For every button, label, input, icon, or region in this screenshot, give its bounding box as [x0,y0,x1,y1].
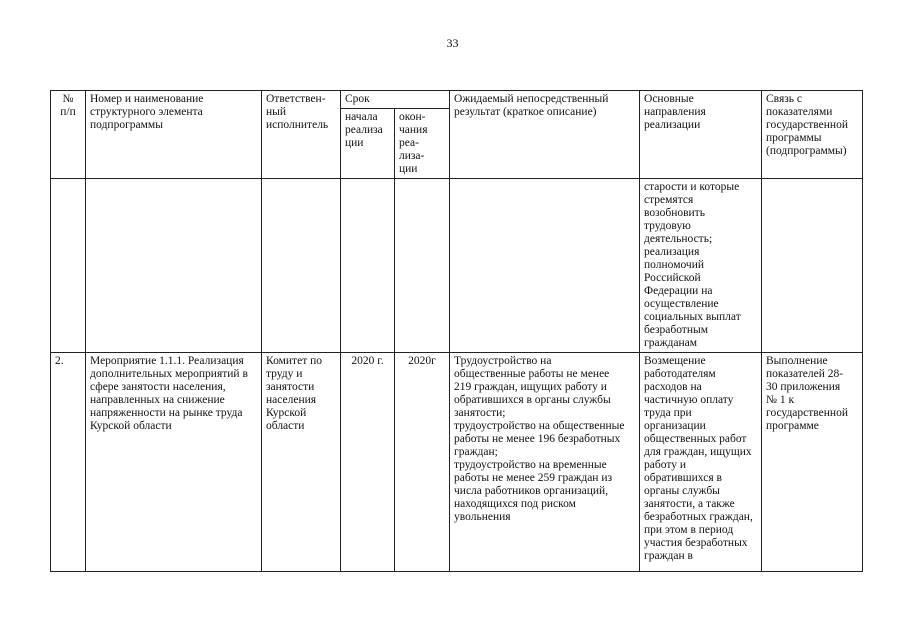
table-row [51,353,863,572]
cell-executor: Комитет по труду и занятости населения Курской области [262,353,341,572]
cell-term-start [341,179,395,353]
header-executor: Ответствен- ный исполнитель [262,91,341,179]
header-directions: Основные направления реализации [640,91,762,179]
page-number: 33 [446,36,459,50]
cell-num: 2. [51,353,86,572]
header-row [51,91,863,109]
header-term: Срок [341,91,450,109]
cell-num [51,179,86,353]
header-result: Ожидаемый непосредственный результат (краткое описание) [450,91,640,179]
cell-link [762,179,863,353]
cell-directions: Возмещение работодателям расходов на частичную оплату труда при организации общественных работ для граждан, ищущих работу и обратившихся в органы службы занятости, а также безработных граждан, при этом в период участия безработных граждан в [640,353,762,572]
cell-executor [262,179,341,353]
cell-result [450,179,640,353]
cell-term-end [395,179,450,353]
header-name: Номер и наименование структурного элемента подпрограммы [86,91,262,179]
header-link: Связь с показателями государственной программы (подпрограммы) [762,91,863,179]
table-row [51,179,863,353]
cell-link: Выполнение показателей 28- 30 приложения № 1 к государственной программе [762,353,863,572]
cell-directions: старости и которые стремятся возобновить трудовую деятельность; реализация полномочий Российской Федерации на осуществление социальных выплат безработным гражданам [640,179,762,353]
program-table [50,90,863,572]
cell-name: Мероприятие 1.1.1. Реализация дополнительных мероприятий в сфере занятости населения, направленных на снижение напряженности на рынке труда Курской области [86,353,262,572]
cell-term-start: 2020 г. [341,353,395,572]
cell-result: Трудоустройство на общественные работы не менее 219 граждан, ищущих работу и обратившихся в органы службы занятости; трудоустройство на общественные работы не менее 196 безработных граждан; трудоустройство на временные работы не менее 259 граждан из числа работников организаций, находящихся под риском увольнения [450,353,640,572]
cell-term-end: 2020г [395,353,450,572]
header-num: № п/п [51,91,86,179]
header-term-start: начала реализа ции [341,109,395,179]
header-term-end: окон- чания реа- лиза- ции [395,109,450,179]
cell-name [86,179,262,353]
